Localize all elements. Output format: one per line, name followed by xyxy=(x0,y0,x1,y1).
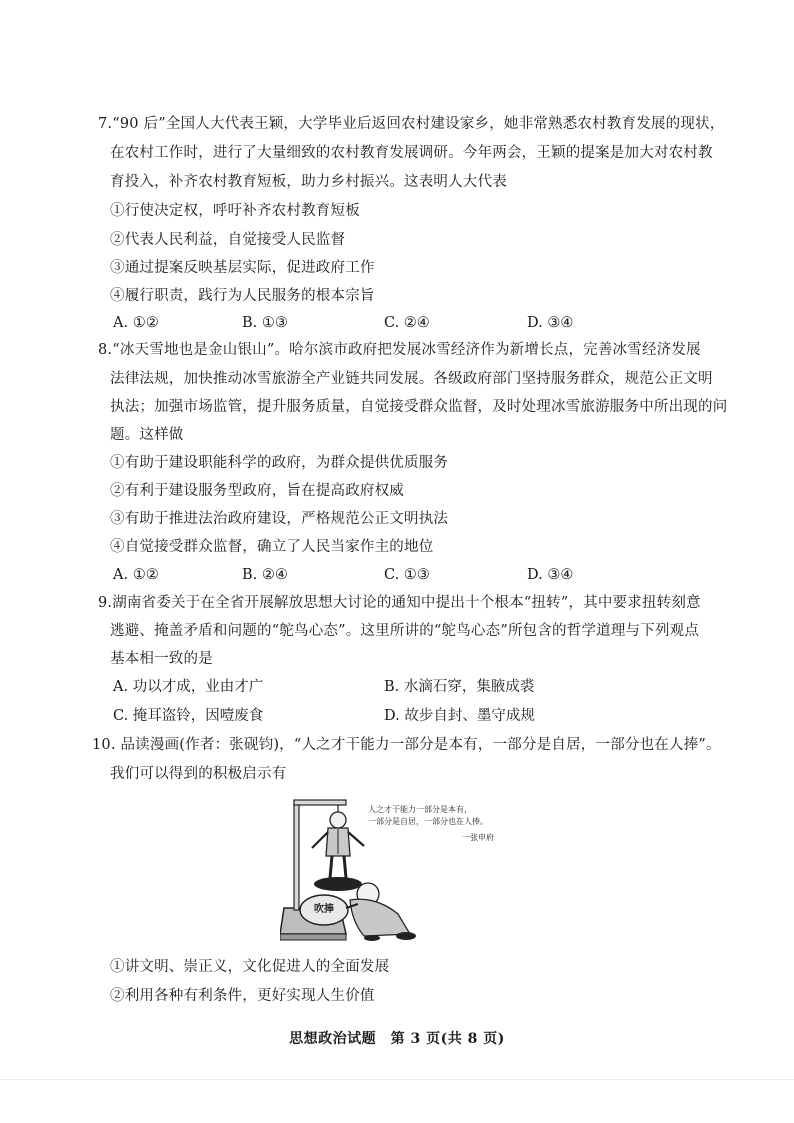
q8-stem-line-2: 法律法规，加快推动冰雪旅游全产业链共同发展。各级政府部门坚持服务群众，规范公正文明 xyxy=(110,371,713,387)
q7-option-a: A. ①② xyxy=(113,315,159,331)
q8-stem-line-4: 题。这样做 xyxy=(110,427,184,443)
q9-stem-line-2: 逃避、掩盖矛盾和问题的“鸵鸟心态”。这里所讲的“鸵鸟心态”所包含的哲学道理与下列观点 xyxy=(110,623,700,639)
q7-stem-line-3: 育投入，补齐农村教育短板，助力乡村振兴。这表明人大代表 xyxy=(110,174,507,190)
comic-caption-line-1: 人之才干能力一部分是本有， xyxy=(368,805,472,814)
q7-option-d: D. ③④ xyxy=(527,315,574,331)
q9-option-b: B. 水滴石穿，集腋成裘 xyxy=(384,679,535,695)
q10-item-2: ②利用各种有利条件，更好实现人生价值 xyxy=(110,988,375,1004)
q8-item-4: ④自觉接受群众监督，确立了人民当家作主的地位 xyxy=(110,539,434,555)
comic-caption-line-2: 一部分是自居，一部分也在人捧。 xyxy=(368,817,488,826)
q9-option-d: D. 故步自封、墨守成规 xyxy=(384,708,535,724)
page-divider xyxy=(0,1079,794,1080)
comic-balloon-label: 吹捧 xyxy=(314,904,334,915)
q7-item-1: ①行使决定权，呼吁补齐农村教育短板 xyxy=(110,203,360,219)
q8-item-2: ②有利于建设服务型政府，旨在提高政府权威 xyxy=(110,483,404,499)
q9-option-c: C. 掩耳盗铃，因噎废食 xyxy=(113,708,264,724)
q7-item-2: ②代表人民利益，自觉接受人民监督 xyxy=(110,232,346,248)
q10-item-1: ①讲文明、崇正义，文化促进人的全面发展 xyxy=(110,959,390,975)
q7-stem-line-1: 7.“90 后”全国人大代表王颖，大学毕业后返回农村建设家乡，她非常熟悉农村教育发展的现状， xyxy=(98,116,725,132)
q9-stem-line-1: 9.湖南省委关于在全省开展解放思想大讨论的通知中提出十个根本“扭转”，其中要求扭转刻意 xyxy=(98,595,701,611)
q7-stem-line-2: 在农村工作时，进行了大量细致的农村教育发展调研。今年两会，王颖的提案是加大对农村教 xyxy=(110,145,713,161)
q9-stem-line-3: 基本相一致的是 xyxy=(110,651,213,667)
q7-option-b: B. ①③ xyxy=(242,315,288,331)
q7-item-3: ③通过提案反映基层实际，促进政府工作 xyxy=(110,260,375,276)
q8-option-c: C. ①③ xyxy=(384,567,430,583)
q8-stem-line-1: 8.“冰天雪地也是金山银山”。哈尔滨市政府把发展冰雪经济作为新增长点，完善冰雪经济发展 xyxy=(98,342,701,358)
q8-option-b: B. ②④ xyxy=(242,567,288,583)
q8-item-1: ①有助于建设职能科学的政府，为群众提供优质服务 xyxy=(110,455,449,471)
comic-signature: 一张申府 xyxy=(462,833,494,842)
q7-item-4: ④履行职责，践行为人民服务的根本宗旨 xyxy=(110,288,375,304)
q10-stem-line-2: 我们可以得到的积极启示有 xyxy=(110,766,287,782)
q9-option-a: A. 功以才成，业由才广 xyxy=(113,679,264,695)
q10-stem-line-1: 10. 品读漫画(作者：张砚钧)，“人之才干能力一部分是本有，一部分是自居，一部分也在人捧”。 xyxy=(92,737,721,753)
page-footer: 思想政治试题 第 3 页(共 8 页) xyxy=(289,1031,505,1047)
q7-option-c: C. ②④ xyxy=(384,315,430,331)
q8-option-a: A. ①② xyxy=(113,567,159,583)
q8-stem-line-3: 执法；加强市场监管，提升服务质量，自觉接受群众监督，及时处理冰雪旅游服务中所出现的问 xyxy=(110,399,728,415)
comic-illustration xyxy=(280,796,508,944)
q8-item-3: ③有助于推进法治政府建设，严格规范公正文明执法 xyxy=(110,511,449,527)
q8-option-d: D. ③④ xyxy=(527,567,574,583)
